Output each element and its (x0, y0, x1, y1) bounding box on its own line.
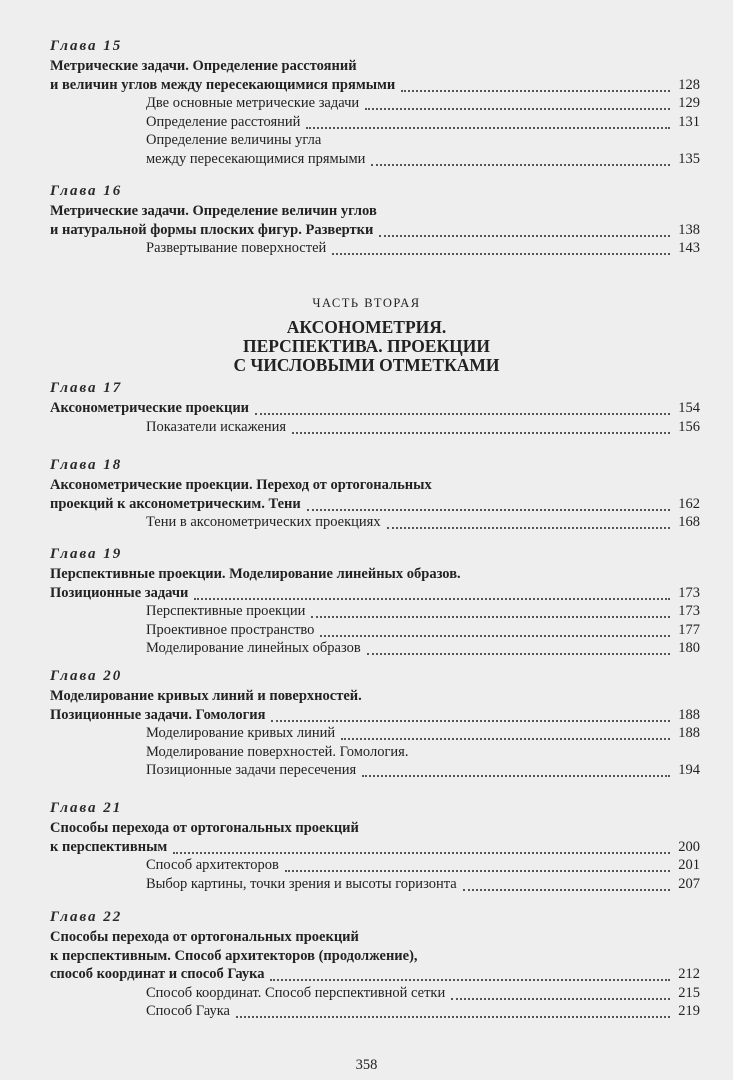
dot-leader (320, 635, 670, 637)
section-title-line: Перспективные проекции (146, 603, 306, 619)
dot-leader (451, 998, 670, 1000)
page-number-entry: 194 (678, 762, 700, 778)
chapter-label: Глава 22 (50, 909, 123, 925)
page-number-entry: 156 (678, 418, 700, 435)
chapter-label: Глава 20 (50, 668, 123, 684)
dot-leader (463, 889, 670, 891)
page-number-entry: 212 (678, 966, 700, 982)
section-title-line: Проективное пространство (146, 621, 315, 638)
section-title-line: Моделирование линейных образов (146, 640, 361, 656)
chapter-title-line: к перспективным. Способ архитекторов (продолжение), (50, 947, 418, 964)
section-title-line: Развертывание поверхностей (146, 240, 327, 256)
page-number-entry: 200 (678, 838, 700, 855)
chapter-title-line: Способы перехода от ортогональных проекций (50, 929, 359, 945)
dot-leader (173, 852, 670, 854)
page-number-entry: 188 (678, 725, 700, 741)
dot-leader (367, 653, 670, 655)
dot-leader (401, 90, 670, 92)
page-number-entry: 154 (678, 400, 700, 416)
chapter-label: Глава 16 (50, 183, 123, 199)
chapter-title-line: Моделирование кривых линий и поверхностей. (50, 688, 362, 704)
chapter-title-line: способ координат и способ Гаука (50, 966, 265, 982)
section-title-line: Определение расстояний (146, 113, 301, 130)
section-title-line: Моделирование кривых линий (146, 725, 336, 741)
page-number-entry: 180 (678, 640, 700, 656)
part-title-line-2: ПЕРСПЕКТИВА. ПРОЕКЦИИ (242, 336, 491, 356)
part-label: ЧАСТЬ ВТОРАЯ (312, 296, 421, 310)
page-number-entry: 201 (678, 857, 700, 873)
chapter-title-line: Аксонометрические проекции (50, 400, 250, 416)
page-number-entry: 135 (678, 150, 700, 167)
dot-leader (270, 979, 670, 981)
dot-leader (307, 509, 670, 511)
dot-leader (194, 598, 670, 600)
page-number-entry: 131 (678, 113, 700, 130)
dot-leader (306, 127, 670, 129)
dot-leader (387, 527, 670, 529)
section-title-line: Моделирование поверхностей. Гомология. (146, 743, 409, 760)
page-number-entry: 168 (678, 514, 700, 530)
chapter-title-line: Позиционные задачи. Гомология (50, 706, 266, 723)
dot-leader (271, 720, 670, 722)
dot-leader (236, 1016, 670, 1018)
page-number-entry: 173 (678, 584, 700, 601)
section-title-line: Способ Гаука (146, 1003, 230, 1019)
section-title-line: между пересекающимися прямыми (146, 150, 366, 167)
page-number-entry: 129 (678, 95, 700, 111)
section-title-line: Показатели искажения (146, 418, 287, 435)
dot-leader (292, 432, 670, 434)
dot-leader (332, 253, 670, 255)
section-title-line: Определение величины угла (146, 132, 322, 148)
chapter-label: Глава 19 (50, 546, 123, 562)
dot-leader (285, 870, 670, 872)
part-title-line-1: АКСОНОМЕТРИЯ. (286, 317, 447, 337)
dot-leader (371, 164, 670, 166)
chapter-title-line: Аксонометрические проекции. Переход от ортогональных (50, 477, 432, 493)
chapter-title-line: Позиционные задачи (50, 584, 189, 601)
chapter-title-line: проекций к аксонометрическим. Тени (50, 495, 301, 512)
chapter-title-line: Метрические задачи. Определение величин углов (50, 203, 377, 219)
chapter-label: Глава 15 (50, 38, 123, 54)
dot-leader (362, 775, 670, 777)
page-number-entry: 215 (678, 984, 700, 1001)
page-number-entry: 219 (678, 1003, 700, 1019)
dot-leader (379, 235, 670, 237)
section-title-line: Способ координат. Способ перспективной сетки (146, 984, 446, 1001)
page-number-entry: 128 (678, 76, 700, 93)
dot-leader (311, 616, 670, 618)
page-number: 358 (355, 1057, 378, 1073)
page-number-entry: 188 (678, 706, 700, 723)
chapter-title-line: Способы перехода от ортогональных проекций (50, 820, 359, 836)
chapter-label: Глава 21 (50, 800, 123, 816)
page-number-entry: 207 (678, 875, 700, 892)
page-number-entry: 177 (678, 621, 700, 638)
section-title-line: Способ архитекторов (146, 857, 279, 873)
section-title-line: Две основные метрические задачи (146, 95, 360, 111)
dot-leader (255, 413, 670, 415)
chapter-title-line: и натуральной формы плоских фигур. Развертки (50, 221, 374, 238)
chapter-label: Глава 17 (50, 380, 123, 396)
section-title-line: Тени в аксонометрических проекциях (146, 514, 381, 530)
dot-leader (341, 738, 670, 740)
page-number-entry: 173 (678, 603, 700, 619)
section-title-line: Выбор картины, точки зрения и высоты горизонта (146, 875, 457, 892)
dot-leader (365, 108, 670, 110)
chapter-title-line: к перспективным (50, 838, 168, 855)
page-number-entry: 138 (678, 221, 700, 238)
chapter-title-line: Перспективные проекции. Моделирование линейных образов. (50, 566, 461, 582)
chapter-title-line: и величин углов между пересекающимися прямыми (50, 76, 396, 93)
part-title-line-3: С ЧИСЛОВЫМИ ОТМЕТКАМИ (233, 355, 500, 375)
chapter-label: Глава 18 (50, 457, 123, 473)
page-number-entry: 162 (678, 495, 700, 512)
chapter-title-line: Метрические задачи. Определение расстояний (50, 58, 357, 74)
page-number-entry: 143 (678, 240, 700, 256)
section-title-line: Позиционные задачи пересечения (146, 762, 357, 778)
